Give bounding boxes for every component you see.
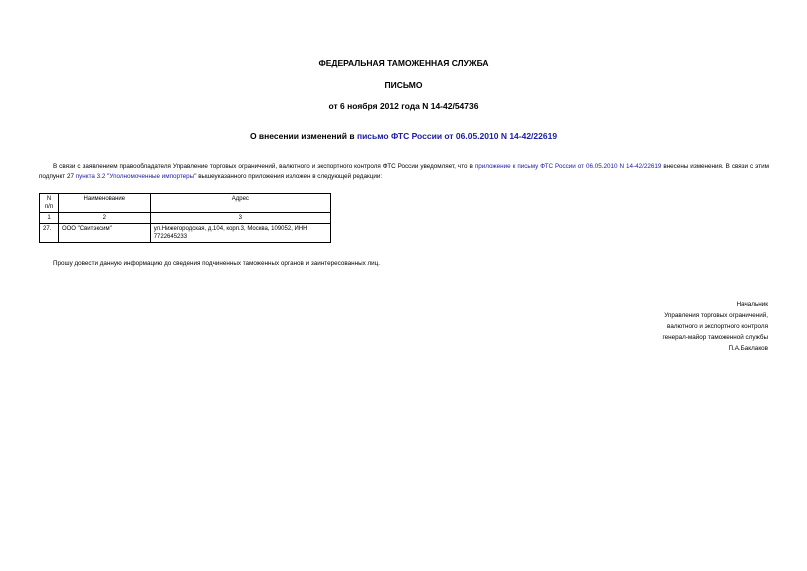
document-subject: [0, 131, 807, 141]
document-type: ПИСЬМО: [384, 80, 423, 90]
closing-text: Прошу довести данную информацию до сведения подчиненных таможенных органов и заинтересованных лиц.: [53, 260, 381, 267]
signature-department-2: валютного и экспортного контроля: [667, 323, 768, 330]
header-cell-number: N п/п: [40, 194, 59, 213]
signature-rank: генерал-майор таможенной службы: [662, 334, 768, 341]
signature-block: [663, 299, 769, 354]
intro-paragraph: [39, 162, 769, 181]
signature-position: Начальник: [736, 301, 768, 308]
signature-name: П.А.Баклаков: [728, 345, 768, 352]
header-cell-address: Адрес: [150, 194, 330, 213]
intro-text-3: ": [105, 172, 110, 180]
table-row: [40, 224, 331, 243]
row-address-cell: ул.Нижегородская, д.104, корп.3, Москва, 109052, ИНН 7722645233: [150, 224, 330, 243]
table-number-row: [40, 213, 331, 224]
agency-title: ФЕДЕРАЛЬНАЯ ТАМОЖЕННАЯ СЛУЖБА: [318, 58, 489, 68]
intro-text-1: В связи с заявлением правообладателя Управление торговых ограничений, валютного и экспортного контроля ФТС России уведомляет, что в: [53, 163, 475, 170]
column-number-3: 3: [150, 213, 330, 224]
intro-text-2: внесены изменения. В связи с этим подпункт 27: [39, 163, 769, 180]
column-number-2: 2: [58, 213, 150, 224]
closing-paragraph: [39, 259, 769, 269]
row-name-cell: ООО "Свитэксим": [58, 224, 150, 243]
header-cell-name: Наименование: [58, 194, 150, 213]
table-header-row: [40, 194, 331, 213]
importers-table: [39, 193, 331, 243]
intro-text-4: " вышеуказанного приложения изложен в следующей редакции:: [194, 172, 383, 180]
document-date-number: от 6 ноября 2012 года N 14-42/54736: [328, 101, 479, 111]
intro-link-appendix[interactable]: приложение к письму ФТС России от 06.05.2010 N 14-42/22619: [474, 163, 662, 170]
signature-department-1: Управления торговых ограничений,: [664, 312, 768, 319]
intro-link-importers[interactable]: Уполномоченные импортеры: [109, 172, 195, 180]
subject-link[interactable]: письмо ФТС России от 06.05.2010 N 14-42/22619: [356, 131, 558, 141]
intro-link-clause[interactable]: пункта 3.2: [75, 172, 106, 180]
subject-prefix: О внесении изменений в: [249, 131, 357, 141]
column-number-1: 1: [40, 213, 59, 224]
row-number-cell: 27.: [40, 224, 59, 243]
